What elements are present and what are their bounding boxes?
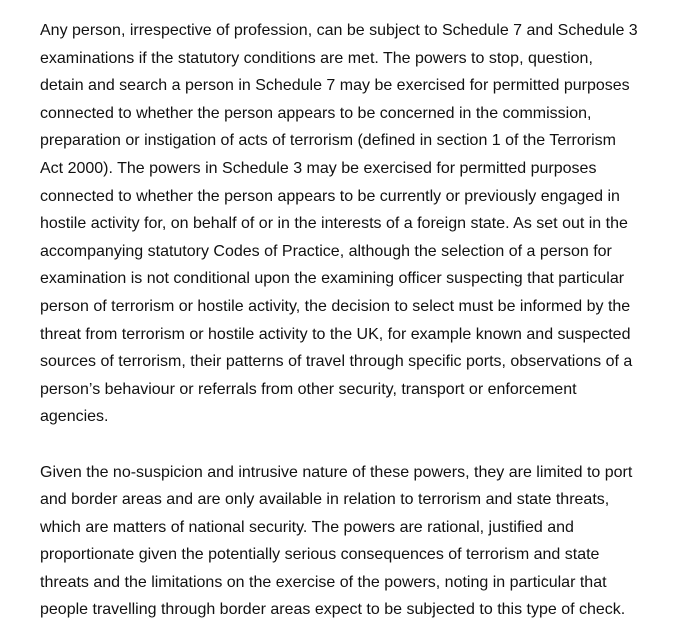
paragraph-schedule-powers (40, 17, 680, 431)
document-body (40, 17, 680, 624)
text-line: preparation or instigation of acts of terrorism (defined in section 1 of the Terrorism (40, 132, 616, 150)
text-line: Act 2000). The powers in Schedule 3 may be exercised for permitted purposes (40, 159, 597, 177)
text-line: sources of terrorism, their patterns of travel through specific ports, observations of a (40, 353, 633, 371)
text-line: and border areas and are only available in relation to terrorism and state threats, (40, 491, 610, 509)
text-line: accompanying statutory Codes of Practice, although the selection of a person for (40, 242, 612, 260)
text-line: examinations if the statutory conditions are met. The powers to stop, question, (40, 49, 593, 67)
paragraph-limitations (40, 459, 680, 625)
text-line: proportionate given the potentially serious consequences of terrorism and state (40, 546, 600, 564)
text-line: Given the no-suspicion and intrusive nature of these powers, they are limited to port (40, 463, 633, 481)
text-line: threats and the limitations on the exercise of the powers, noting in particular that (40, 573, 607, 591)
text-line: connected to whether the person appears to be currently or previously engaged in (40, 187, 620, 205)
text-line: person’s behaviour or referrals from other security, transport or enforcement (40, 380, 577, 398)
text-line: hostile activity for, on behalf of or in the interests of a foreign state. As set out in the (40, 215, 628, 233)
text-line: threat from terrorism or hostile activity to the UK, for example known and suspected (40, 325, 631, 343)
text-line: person of terrorism or hostile activity, the decision to select must be informed by the (40, 297, 631, 315)
text-line: which are matters of national security. The powers are rational, justified and (40, 518, 574, 536)
text-line: examination is not conditional upon the examining officer suspecting that particular (40, 270, 625, 288)
text-line: Any person, irrespective of profession, can be subject to Schedule 7 and Schedule 3 (40, 22, 638, 39)
text-line: connected to whether the person appears to be concerned in the commission, (40, 104, 592, 122)
text-line: detain and search a person in Schedule 7 may be exercised for permitted purposes (40, 77, 630, 95)
text-line: agencies. (40, 408, 109, 426)
text-line: people travelling through border areas expect to be subjected to this type of check. (40, 601, 626, 619)
